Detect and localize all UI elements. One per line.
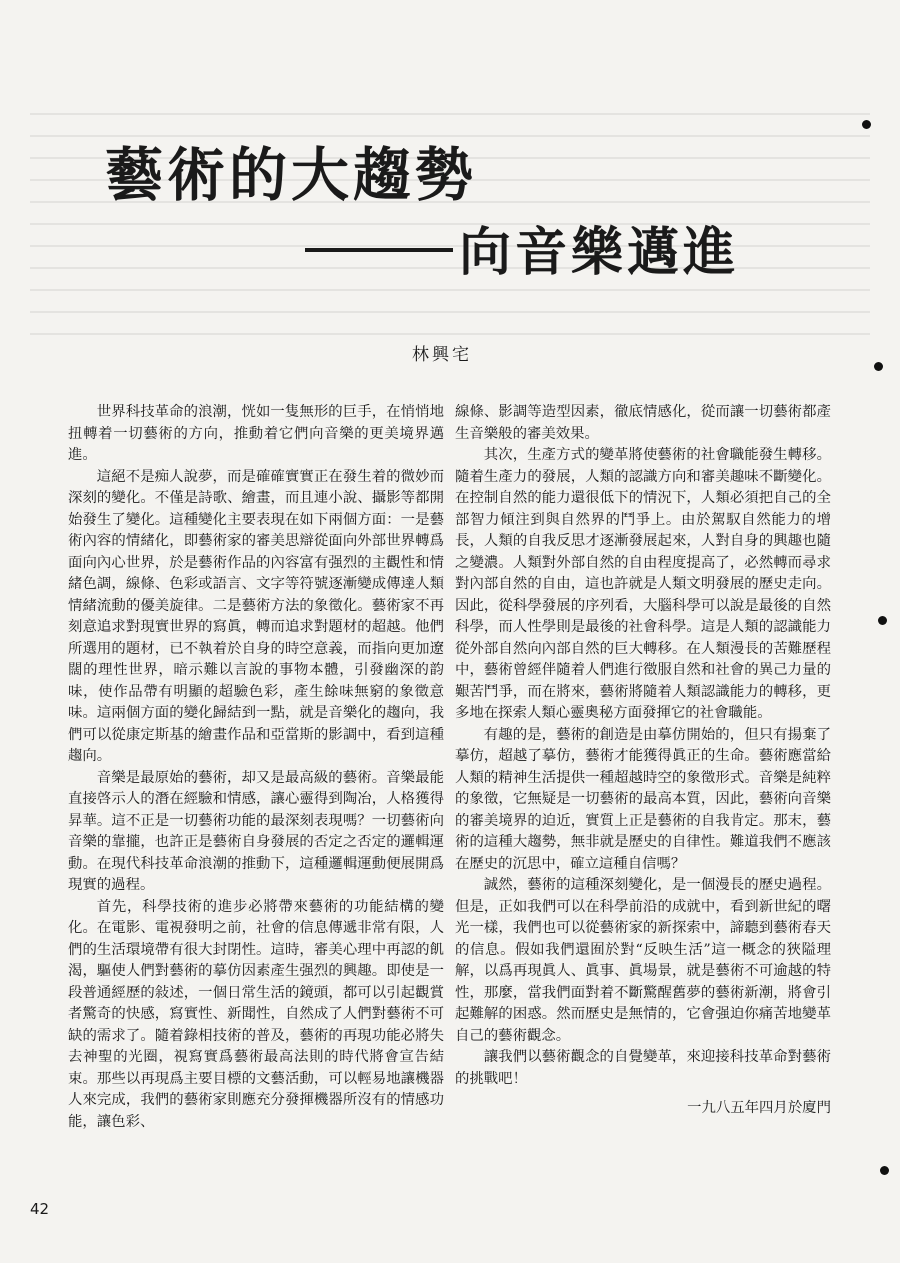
ink-dot	[880, 1166, 889, 1175]
left-column	[68, 402, 444, 1133]
article-subtitle	[305, 210, 739, 285]
paragraph: 這絕不是痴人說夢，而是確確實實正在發生着的微妙而深刻的變化。不僅是詩歌、繪畫，而且連小說、攝影等都開始發生了變化。這種變化主要表現在如下兩個方面：一是藝術內容的情緒化，即藝術家的審美思辯從面向外部世界轉爲面向內心世界，於是藝術作品的內容富有强烈的主觀性和情緒色調，線條、色彩或語言、文字等符號逐漸變成傳達人類情緒流動的優美旋律。二是藝術方法的象徵化。藝術家不再刻意追求對現實世界的寫眞，轉而追求對題材的超越。他們所選用的題材，已不執着於自身的時空意義，而指向更加遼闊的理性世界，暗示難以言說的事物本體，引發幽深的韵味，使作品帶有明顯的超驗色彩，產生餘味無窮的象徵意味。這兩個方面的變化歸結到一點，就是音樂化的趨向，我們可以從康定斯基的繪畫作品和亞當斯的影調中，看到這種趨向。	[68, 468, 444, 764]
article-title: 藝術的大趨勢	[105, 141, 478, 209]
em-dash-rule	[305, 248, 453, 252]
page-number: 42	[30, 1200, 50, 1218]
right-column	[455, 402, 831, 1120]
paragraph: 音樂是最原始的藝術，却又是最高級的藝術。音樂最能直接啓示人的潛在經驗和情感，讓心靈得到陶冶，人格獲得昇華。這不正是一切藝術功能的最深刻表現嗎？一切藝術向音樂的靠攏，也許正是藝術自身發展的否定之否定的邏輯運動。在現代科技革命浪潮的推動下，這種邏輯運動便展開爲現實的過程。	[68, 769, 444, 893]
paragraph-continued: 線條、影調等造型因素，徹底情感化，從而讓一切藝術都產生音樂般的審美效果。	[455, 404, 831, 442]
paragraph: 誠然，藝術的這種深刻變化，是一個漫長的歷史過程。但是，正如我們可以在科學前沿的成就中，看到新世紀的曙光一樣，我們也可以從藝術家的新探索中，諦聽到藝術春天的信息。假如我們還囿於對“反映生活”這一概念的狹隘理解，以爲再現眞人、眞事、眞場景，就是藝術不可逾越的特性，那麼，當我們面對着不斷驚醒舊夢的藝術新潮，將會引起難解的困惑。然而歷史是無情的，它會强迫你痛苦地變革自己的藝術觀念。	[455, 877, 831, 1044]
paragraph: 首先，科學技術的進步必將帶來藝術的功能結構的變化。在電影、電視發明之前，社會的信息傳遞非常有限，人們的生活環境帶有很大封閉性。這時，審美心理中再認的飢渴，驅使人們對藝術的摹仿因素產生强烈的興趣。即使是一段普通經歷的敍述，一個日常生活的鏡頭，都可以引起觀賞者驚奇的快感，寫實性、新聞性，自然成了人們對藝術不可缺的需求了。隨着錄相技術的普及，藝術的再現功能必將失去神聖的光圈，視寫實爲藝術最高法則的時代將會宣告結束。那些以再現爲主要目標的文藝活動，可以輕易地讓機器人來完成，我們的藝術家則應充分發揮機器所沒有的情感功能，讓色彩、	[68, 898, 444, 1130]
article-subtitle-text: 向音樂邁進	[459, 223, 740, 283]
paragraph: 讓我們以藝術觀念的自覺變革，來迎接科技革命對藝術的挑戰吧！	[455, 1049, 831, 1087]
date-place-signoff: 一九八五年四月於廈門	[687, 1100, 831, 1116]
paragraph: 其次，生產方式的變革將使藝術的社會職能發生轉移。隨着生產力的發展，人類的認識方向和審美趣味不斷變化。在控制自然的能力還很低下的情況下，人類必須把自己的全部智力傾注到與自然界的鬥爭上。由於駕馭自然能力的增長，人類的自我反思才逐漸發展起來，人對自身的興趣也隨之變濃。人類對外部自然的自由程度提高了，必然轉而尋求對內部自然的自由，這也許就是人類文明發展的歷史走向。因此，從科學發展的序列看，大腦科學可以說是最後的自然科學，而人性學則是最後的社會科學。這是人類的認識能力從外部自然向內部自然的巨大轉移。在人類漫長的苦難歷程中，藝術曾經伴隨着人們進行徵服自然和社會的異己力量的艱苦鬥爭，而在將來，藝術將隨着人類認識能力的轉移，更多地在探索人類心靈奧秘方面發揮它的社會職能。	[455, 447, 831, 721]
paragraph: 世界科技革命的浪潮，恍如一隻無形的巨手，在悄悄地扭轉着一切藝術的方向，推動着它們向音樂的更美境界邁進。	[68, 404, 444, 463]
ink-dot	[874, 362, 883, 371]
paragraph: 有趣的是，藝術的創造是由摹仿開始的，但只有揚棄了摹仿，超越了摹仿，藝術才能獲得眞正的生命。藝術應當給人類的精神生活提供一種超越時空的象徵形式。音樂是純粹的象徵，它無疑是一切藝術的最高本質，因此，藝術向音樂的審美境界的迫近，實質上正是藝術的自我肯定。那末，藝術的這種大趨勢，無非就是歷史的自律性。難道我們不應該在歷史的沉思中，確立這種自信嗎？	[455, 726, 831, 872]
ink-dot	[862, 120, 871, 129]
ink-dot	[878, 616, 887, 625]
author-name: 林興宅	[412, 345, 472, 365]
